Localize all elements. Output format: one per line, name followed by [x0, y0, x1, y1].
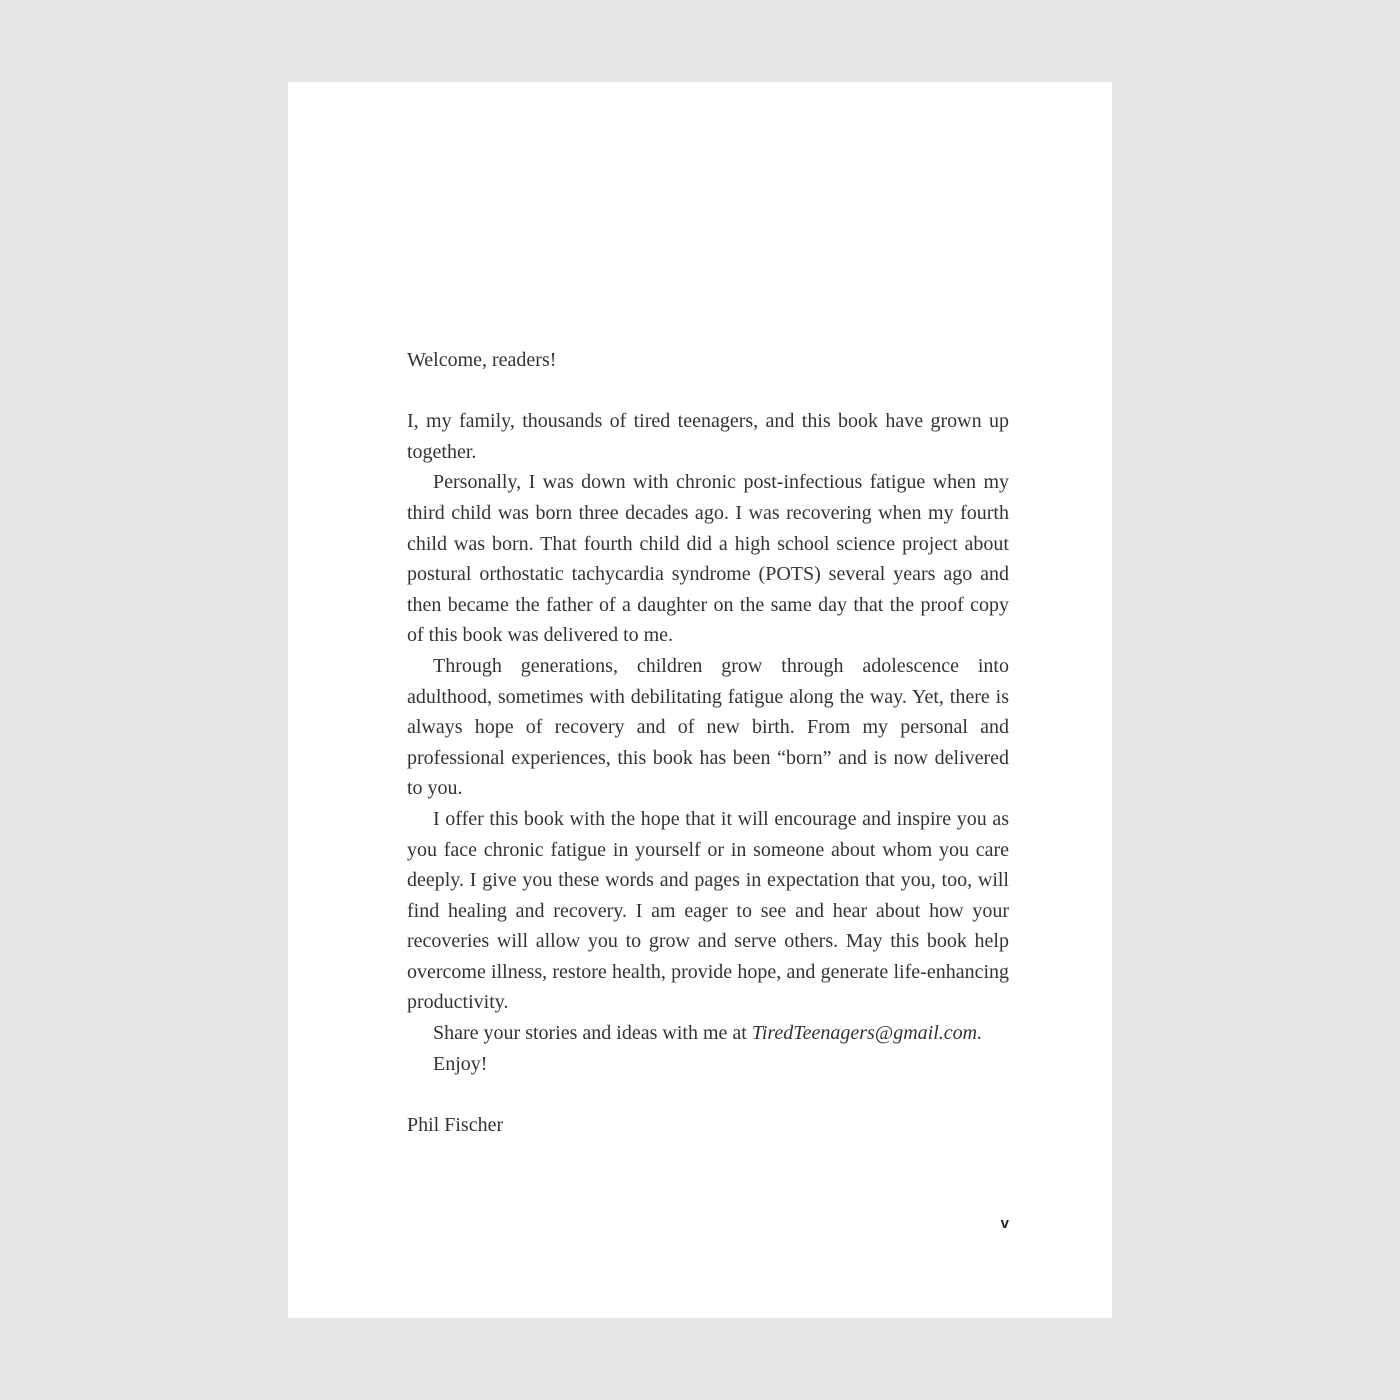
paragraph-5	[407, 1018, 1009, 1049]
paragraph-4: I offer this book with the hope that it will encourage and inspire you as you face chronic fatigue in yourself or in someone about whom you care deeply. I give you these words and pages in expectation that you, too, will find healing and recovery. I am eager to see and hear about how your recoveries will allow you to grow and serve others. May this book help overcome illness, restore health, provide hope, and generate life-enhancing productivity.	[407, 807, 1009, 1014]
paragraph-2: Personally, I was down with chronic post-infectious fatigue when my third child was born three decades ago. I was recovering when my fourth child was born. That fourth child did a high school science project about postural orthostatic tachycardia syndrome (POTS) several years ago and then became the father of a daughter on the same day that the proof copy of this book was delivered to me.	[407, 471, 1009, 647]
signature: Phil Fischer	[407, 1113, 504, 1136]
page-number: v	[1000, 1215, 1009, 1232]
contact-text: Share your stories and ideas with me at	[433, 1022, 752, 1045]
letter-body	[407, 345, 1009, 1140]
email-address: TiredTeenagers@gmail.com.	[751, 1022, 983, 1045]
salutation: Welcome, readers!	[407, 349, 557, 371]
paragraph-3: Through generations, children grow through adolescence into adulthood, sometimes with debilitating fatigue along the way. Yet, there is always hope of recovery and of new birth. From my personal and professional experiences, this book has been “born” and is now delivered to you.	[407, 654, 1009, 800]
paragraph-6: Enjoy!	[433, 1052, 488, 1075]
paragraph-1: I, my family, thousands of tired teenagers, and this book have grown up together.	[407, 410, 1009, 463]
book-page	[288, 82, 1112, 1318]
